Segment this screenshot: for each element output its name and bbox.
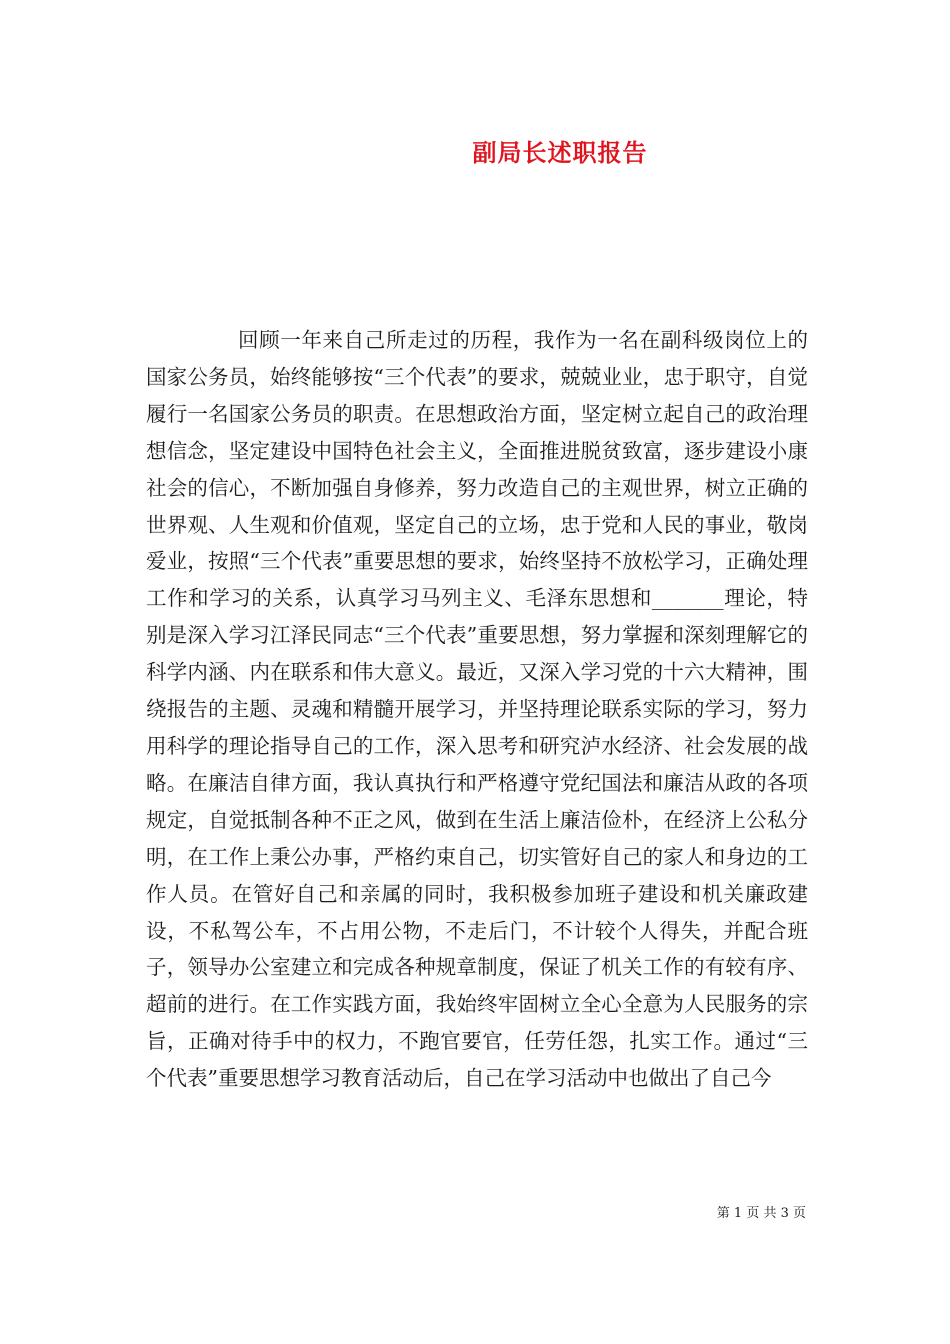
document-title: 副局长述职报告: [472, 138, 648, 167]
page-number-footer: 第 1 页 共 3 页: [716, 1206, 806, 1221]
body-paragraph: 回顾一年来自己所走过的历程，我作为一名在副科级岗位上的国家公务员，始终能够按“三个代表”的要求，兢兢业业，忠于职守，自觉履行一名国家公务员的职责。在思想政治方面，坚定树立起自己的政治理想信念，坚定建设中国特色社会主义，全面推进脱贫致富，逐步建设小康社会的信心，不断加强自身修养，努力改造自己的主观世界，树立正确的世界观、人生观和价值观，坚定自己的立场，忠于党和人民的事业，敬岗爱业，按照“三个代表”重要思想的要求，始终坚持不放松学习，正确处理工作和学习的关系，认真学习马列主义、毛泽东思想和_______理论，特别是深入学习江泽民同志“三个代表”重要思想，努力掌握和深刻理解它的科学内涵、内在联系和伟大意义。最近，又深入学习党的十六大精神，围绕报告的主题、灵魂和精髓开展学习，并坚持理论联系实际的学习，努力用科学的理论指导自己的工作，深入思考和研究泸水经济、社会发展的战略。在廉洁自律方面，我认真执行和严格遵守党纪国法和廉洁从政的各项规定，自觉抵制各种不正之风，做到在生活上廉洁俭朴，在经济上公私分明，在工作上秉公办事，严格约束自己，切实管好自己的家人和身边的工作人员。在管好自己和亲属的同时，我积极参加班子建设和机关廉政建设，不私驾公车，不占用公物，不走后门，不计较个人得失，并配合班子，领导办公室建立和完成各种规章制度，保证了机关工作的有较有序、超前的进行。在工作实践方面，我始终牢固树立全心全意为人民服务的宗旨，正确对待手中的权力，不跑官要官，任劳任怨，扎实工作。通过“三个代表”重要思想学习教育活动后，自己在学习活动中也做出了自己今: [146, 328, 808, 1091]
